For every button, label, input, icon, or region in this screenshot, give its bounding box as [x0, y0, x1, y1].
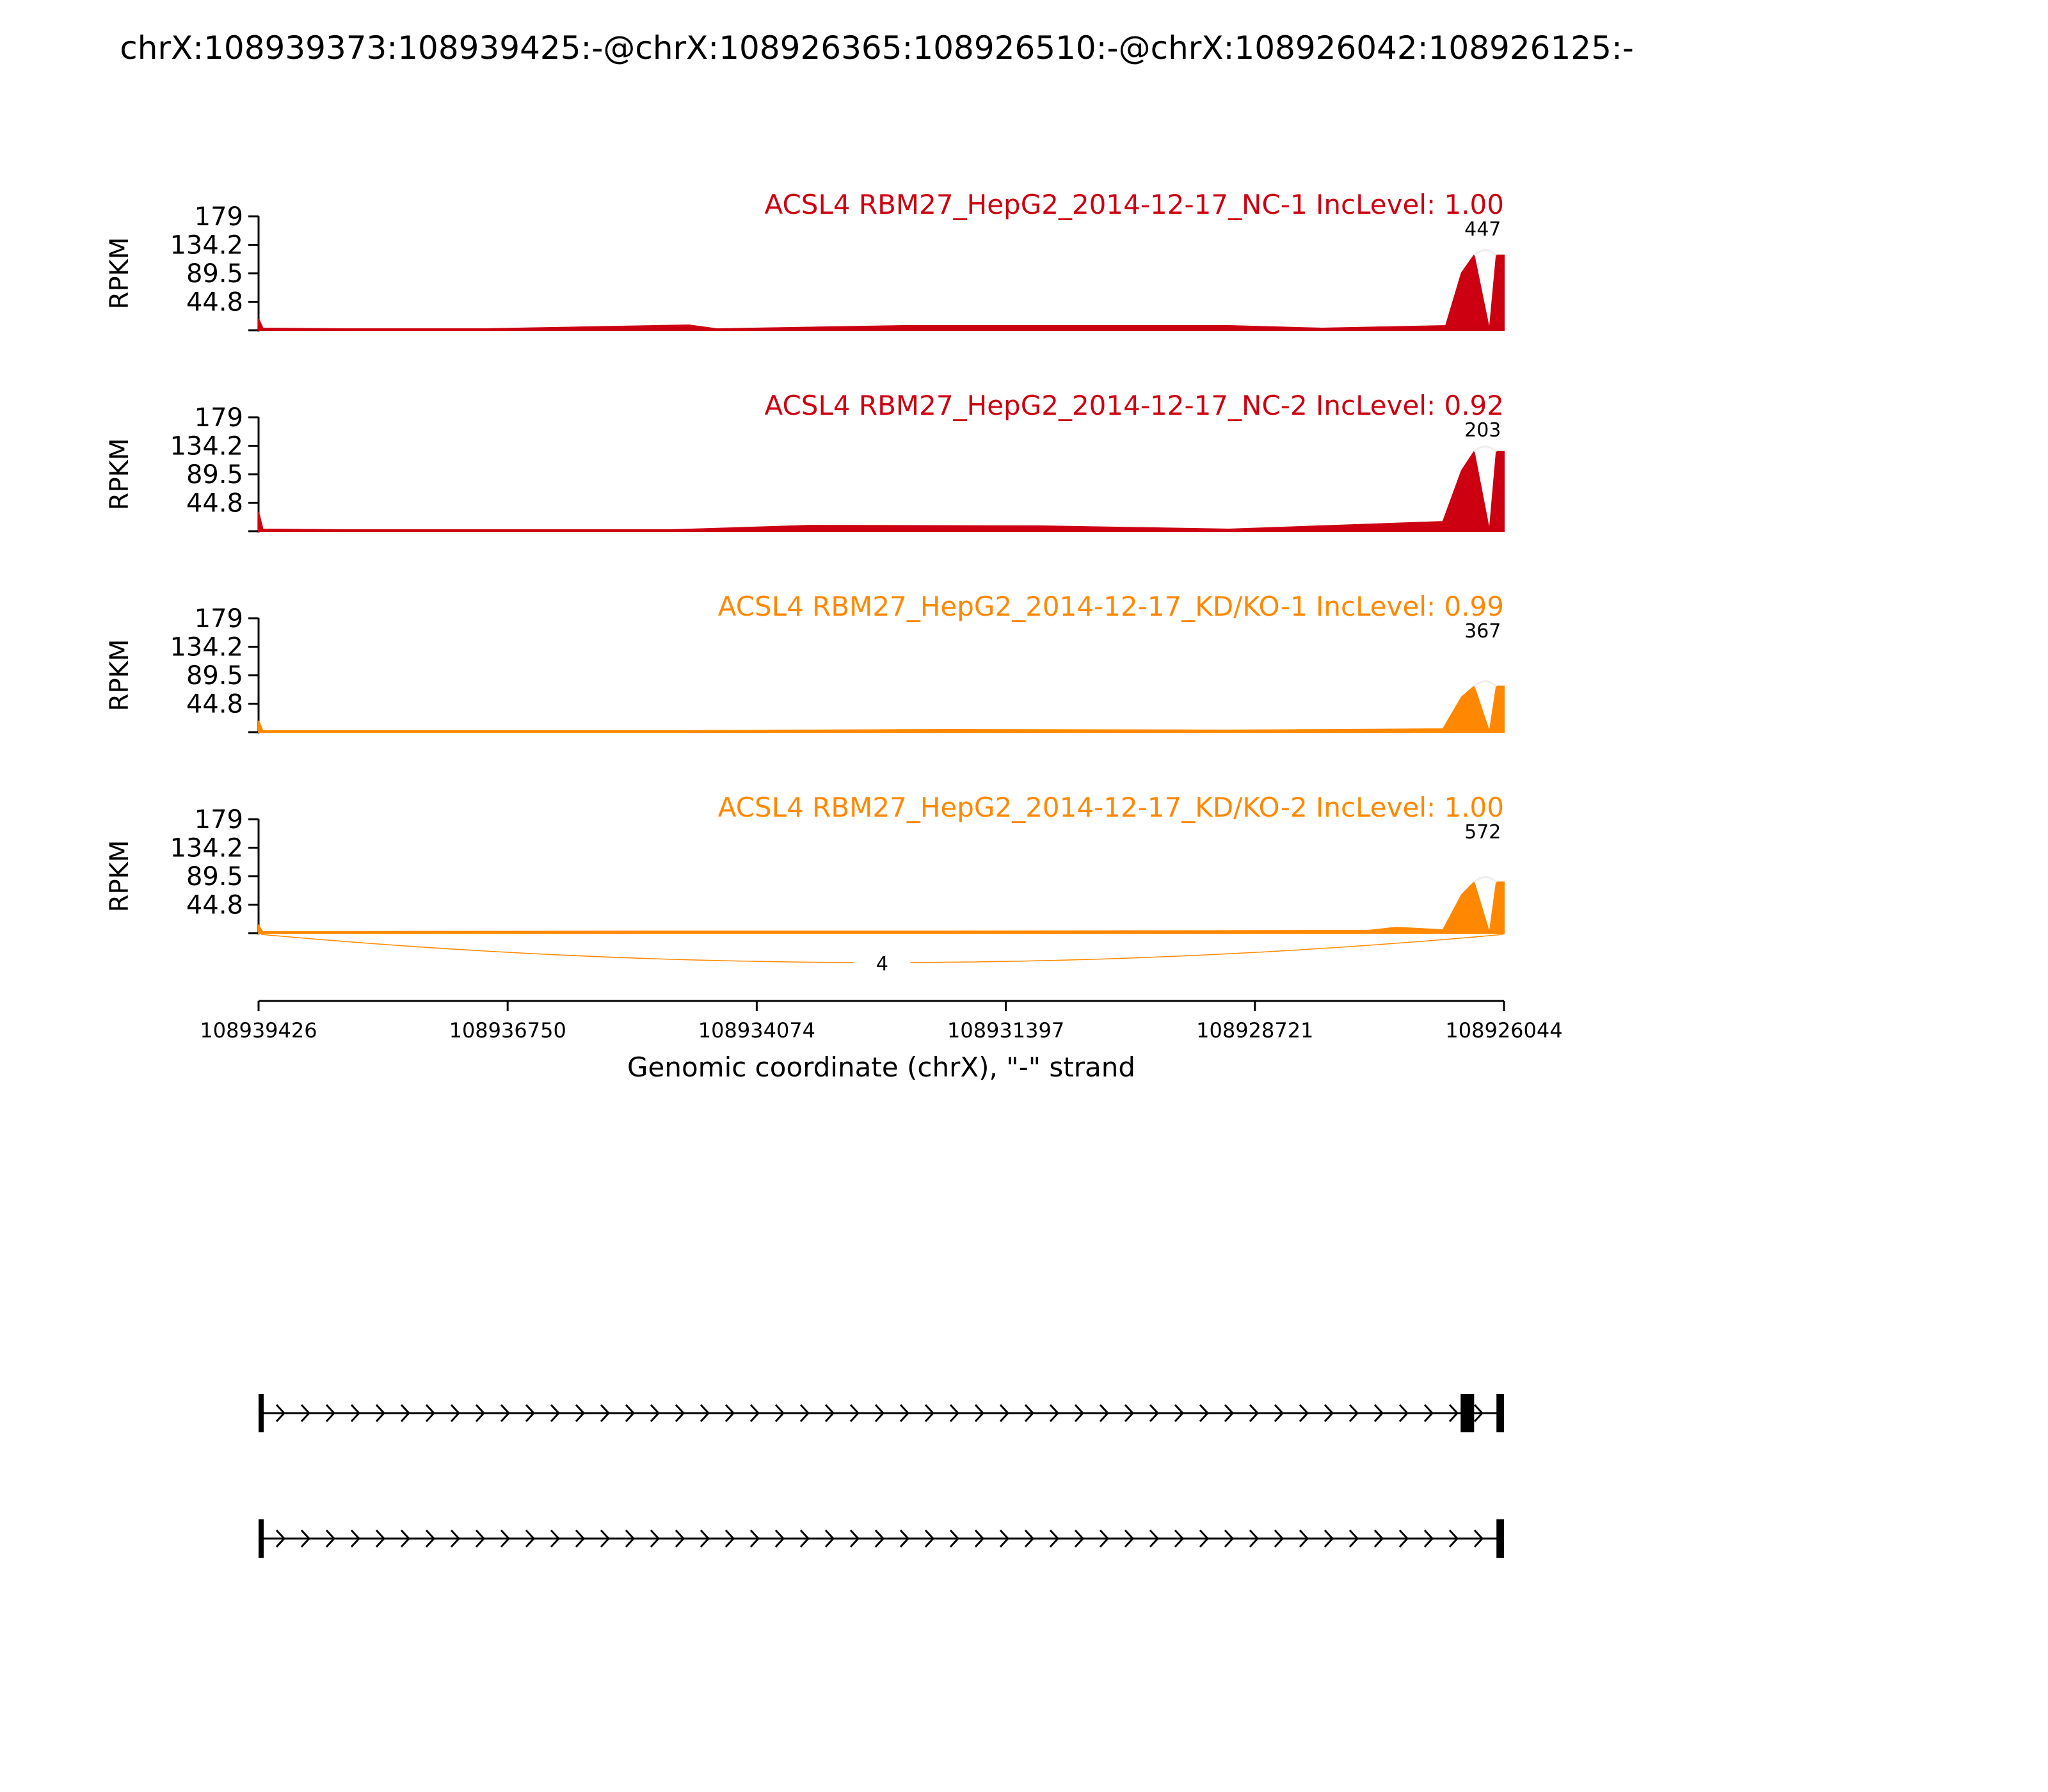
- y-axis-label: RPKM: [105, 438, 134, 511]
- x-tick-label: 108926044: [1445, 1018, 1563, 1043]
- y-tick-label: 179: [194, 604, 243, 634]
- junction-count: 447: [1464, 218, 1501, 241]
- junction-arc: [1474, 447, 1496, 452]
- y-tick-label: 179: [194, 805, 243, 835]
- y-tick-label: 134.2: [170, 230, 243, 260]
- junction-count: 367: [1464, 620, 1501, 643]
- y-tick-label: 89.5: [186, 460, 243, 490]
- track-label: ACSL4 RBM27_HepG2_2014-12-17_KD/KO-2 IncLevel: 1.00: [717, 792, 1504, 823]
- x-tick-label: 108934074: [698, 1018, 816, 1043]
- isoform-1: [259, 1394, 1504, 1432]
- junction-arc: [1474, 681, 1496, 686]
- figure-title: chrX:108939373:108939425:-@chrX:108926365:108926510:-@chrX:108926042:108926125:-: [120, 29, 1634, 67]
- exon-block: [1460, 1394, 1474, 1432]
- y-axis-label: RPKM: [105, 639, 134, 712]
- skipping-junction-count: 4: [876, 953, 889, 975]
- isoform-2: [259, 1519, 1504, 1558]
- track-2: [105, 390, 1504, 532]
- y-tick-label: 134.2: [170, 632, 243, 662]
- y-tick-label: 44.8: [186, 488, 243, 518]
- y-tick-label: 89.5: [186, 862, 243, 892]
- track-label: ACSL4 RBM27_HepG2_2014-12-17_NC-1 IncLevel: 1.00: [764, 189, 1504, 220]
- coverage-area: [259, 452, 1504, 531]
- y-tick-label: 89.5: [186, 661, 243, 691]
- genomic-x-axis: [200, 1001, 1562, 1083]
- exon-block: [1496, 1519, 1504, 1558]
- track-4: [105, 792, 1504, 975]
- exon-block: [259, 1519, 264, 1558]
- junction-count: 203: [1464, 419, 1501, 442]
- coverage-area: [259, 882, 1504, 933]
- track-label: ACSL4 RBM27_HepG2_2014-12-17_NC-2 IncLevel: 0.92: [764, 390, 1504, 421]
- track-label: ACSL4 RBM27_HepG2_2014-12-17_KD/KO-1 IncLevel: 0.99: [717, 591, 1504, 622]
- y-tick-label: 179: [194, 403, 243, 433]
- coverage-area: [259, 686, 1504, 732]
- exon-block: [1496, 1394, 1504, 1432]
- track-3: [105, 591, 1504, 733]
- junction-arc: [1474, 250, 1496, 255]
- y-tick-label: 44.8: [186, 689, 243, 719]
- isoform-models: [259, 1394, 1504, 1558]
- y-axis-label: RPKM: [105, 237, 134, 310]
- x-tick-label: 108928721: [1196, 1018, 1314, 1043]
- track-1: [105, 189, 1504, 332]
- exon-block: [259, 1394, 264, 1432]
- y-tick-label: 89.5: [186, 259, 243, 289]
- y-tick-label: 134.2: [170, 431, 243, 461]
- coverage-tracks: [105, 189, 1504, 975]
- coverage-area: [259, 255, 1504, 330]
- y-tick-label: 179: [194, 202, 243, 232]
- x-tick-label: 108931397: [947, 1018, 1065, 1043]
- y-tick-label: 134.2: [170, 833, 243, 863]
- junction-count: 572: [1464, 821, 1501, 844]
- x-tick-label: 108936750: [449, 1018, 566, 1043]
- y-tick-label: 44.8: [186, 890, 243, 920]
- y-tick-label: 44.8: [186, 287, 243, 317]
- junction-arc: [1474, 877, 1496, 882]
- x-axis-label: Genomic coordinate (chrX), "-" strand: [627, 1052, 1136, 1083]
- y-axis-label: RPKM: [105, 840, 134, 913]
- x-tick-label: 108939426: [200, 1018, 317, 1043]
